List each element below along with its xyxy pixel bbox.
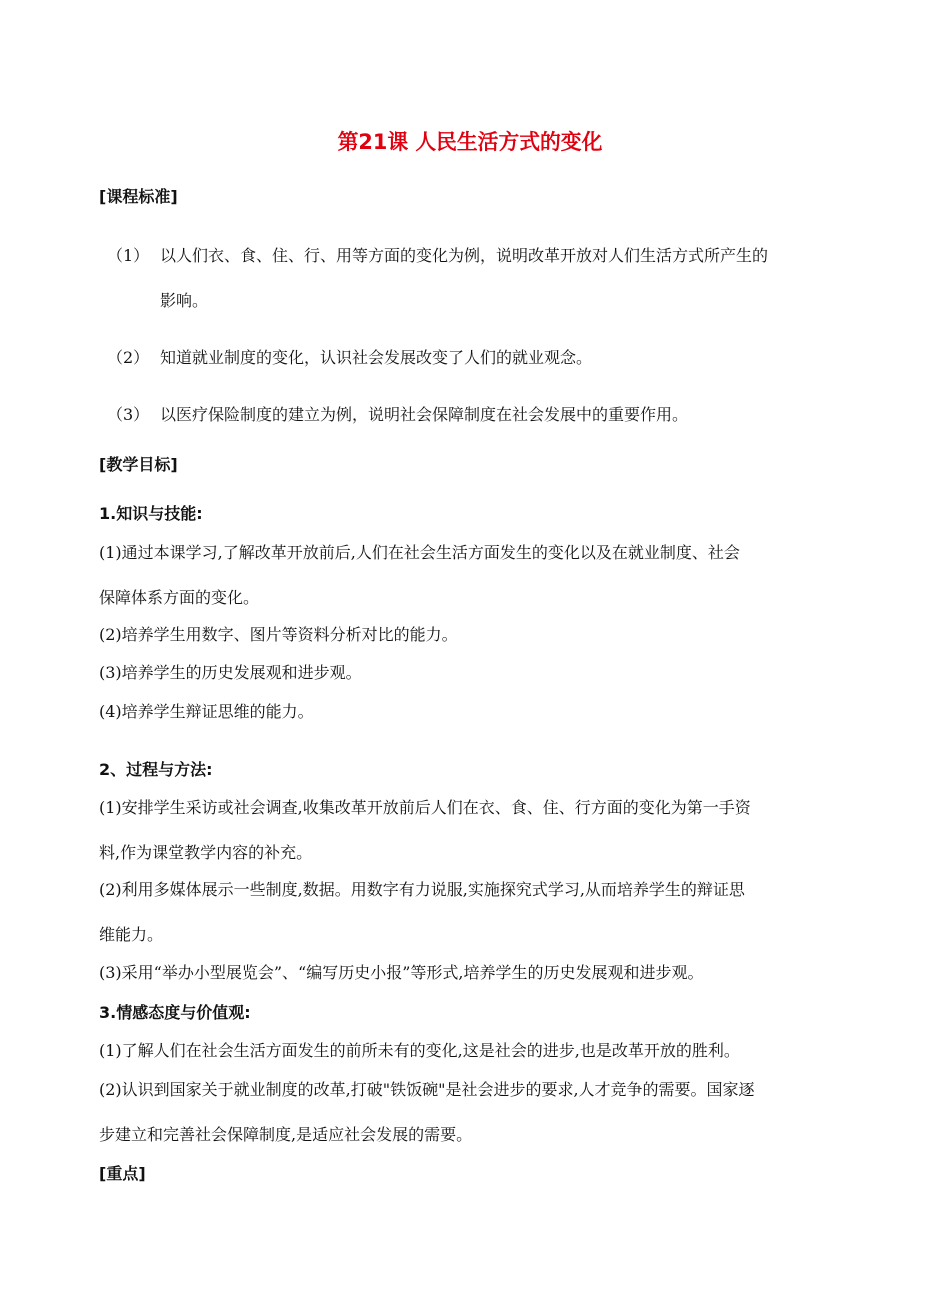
knowledge-line-1: (1)通过本课学习,了解改革开放前后,人们在社会生活方面发生的变化以及在就业制度、社会 (99, 543, 740, 562)
process-line-3: (2)利用多媒体展示一些制度,数据。用数字有力说服,实施探究式学习,从而培养学生的辩证思 (99, 880, 745, 899)
knowledge-heading: 1.知识与技能: (99, 504, 203, 523)
process-line-5: (3)采用“举办小型展览会”、“编写历史小报”等形式,培养学生的历史发展观和进步观。 (99, 963, 704, 982)
process-line-4: 维能力。 (99, 925, 164, 944)
key-points-heading: [重点] (99, 1164, 146, 1183)
standard-item-3-number: （3） (107, 405, 150, 424)
knowledge-line-4: (3)培养学生的历史发展观和进步观。 (99, 663, 362, 682)
process-line-2: 料,作为课堂教学内容的补充。 (99, 843, 313, 862)
process-line-1: (1)安排学生采访或社会调查,收集改革开放前后人们在衣、食、住、行方面的变化为第一手资 (99, 798, 751, 817)
standard-item-1-line-1: 以人们衣、食、住、行、用等方面的变化为例，说明改革开放对人们生活方式所产生的 (160, 246, 769, 265)
standard-item-3-line-1: 以医疗保险制度的建立为例，说明社会保障制度在社会发展中的重要作用。 (160, 405, 689, 424)
knowledge-line-5: (4)培养学生辩证思维的能力。 (99, 702, 314, 721)
curriculum-standard-heading: [课程标准] (99, 187, 178, 206)
process-heading: 2、过程与方法: (99, 760, 213, 779)
standard-item-2-number: （2） (107, 348, 150, 367)
emotion-line-3: 步建立和完善社会保障制度,是适应社会发展的需要。 (99, 1125, 473, 1144)
emotion-heading: 3.情感态度与价值观: (99, 1003, 251, 1022)
emotion-line-2: (2)认识到国家关于就业制度的改革,打破"铁饭碗"是社会进步的要求,人才竞争的需要。国家逐 (99, 1080, 755, 1099)
knowledge-line-3: (2)培养学生用数字、图片等资料分析对比的能力。 (99, 625, 458, 644)
page-title: 第21课 人民生活方式的变化 (337, 130, 603, 154)
standard-item-1-number: （1） (107, 246, 150, 265)
standard-item-1-line-2: 影响。 (160, 291, 209, 310)
knowledge-line-2: 保障体系方面的变化。 (99, 588, 260, 607)
emotion-line-1: (1)了解人们在社会生活方面发生的前所未有的变化,这是社会的进步,也是改革开放的胜利。 (99, 1041, 740, 1060)
standard-item-2-line-1: 知道就业制度的变化，认识社会发展改变了人们的就业观念。 (160, 348, 593, 367)
teaching-goals-heading: [教学目标] (99, 455, 178, 474)
